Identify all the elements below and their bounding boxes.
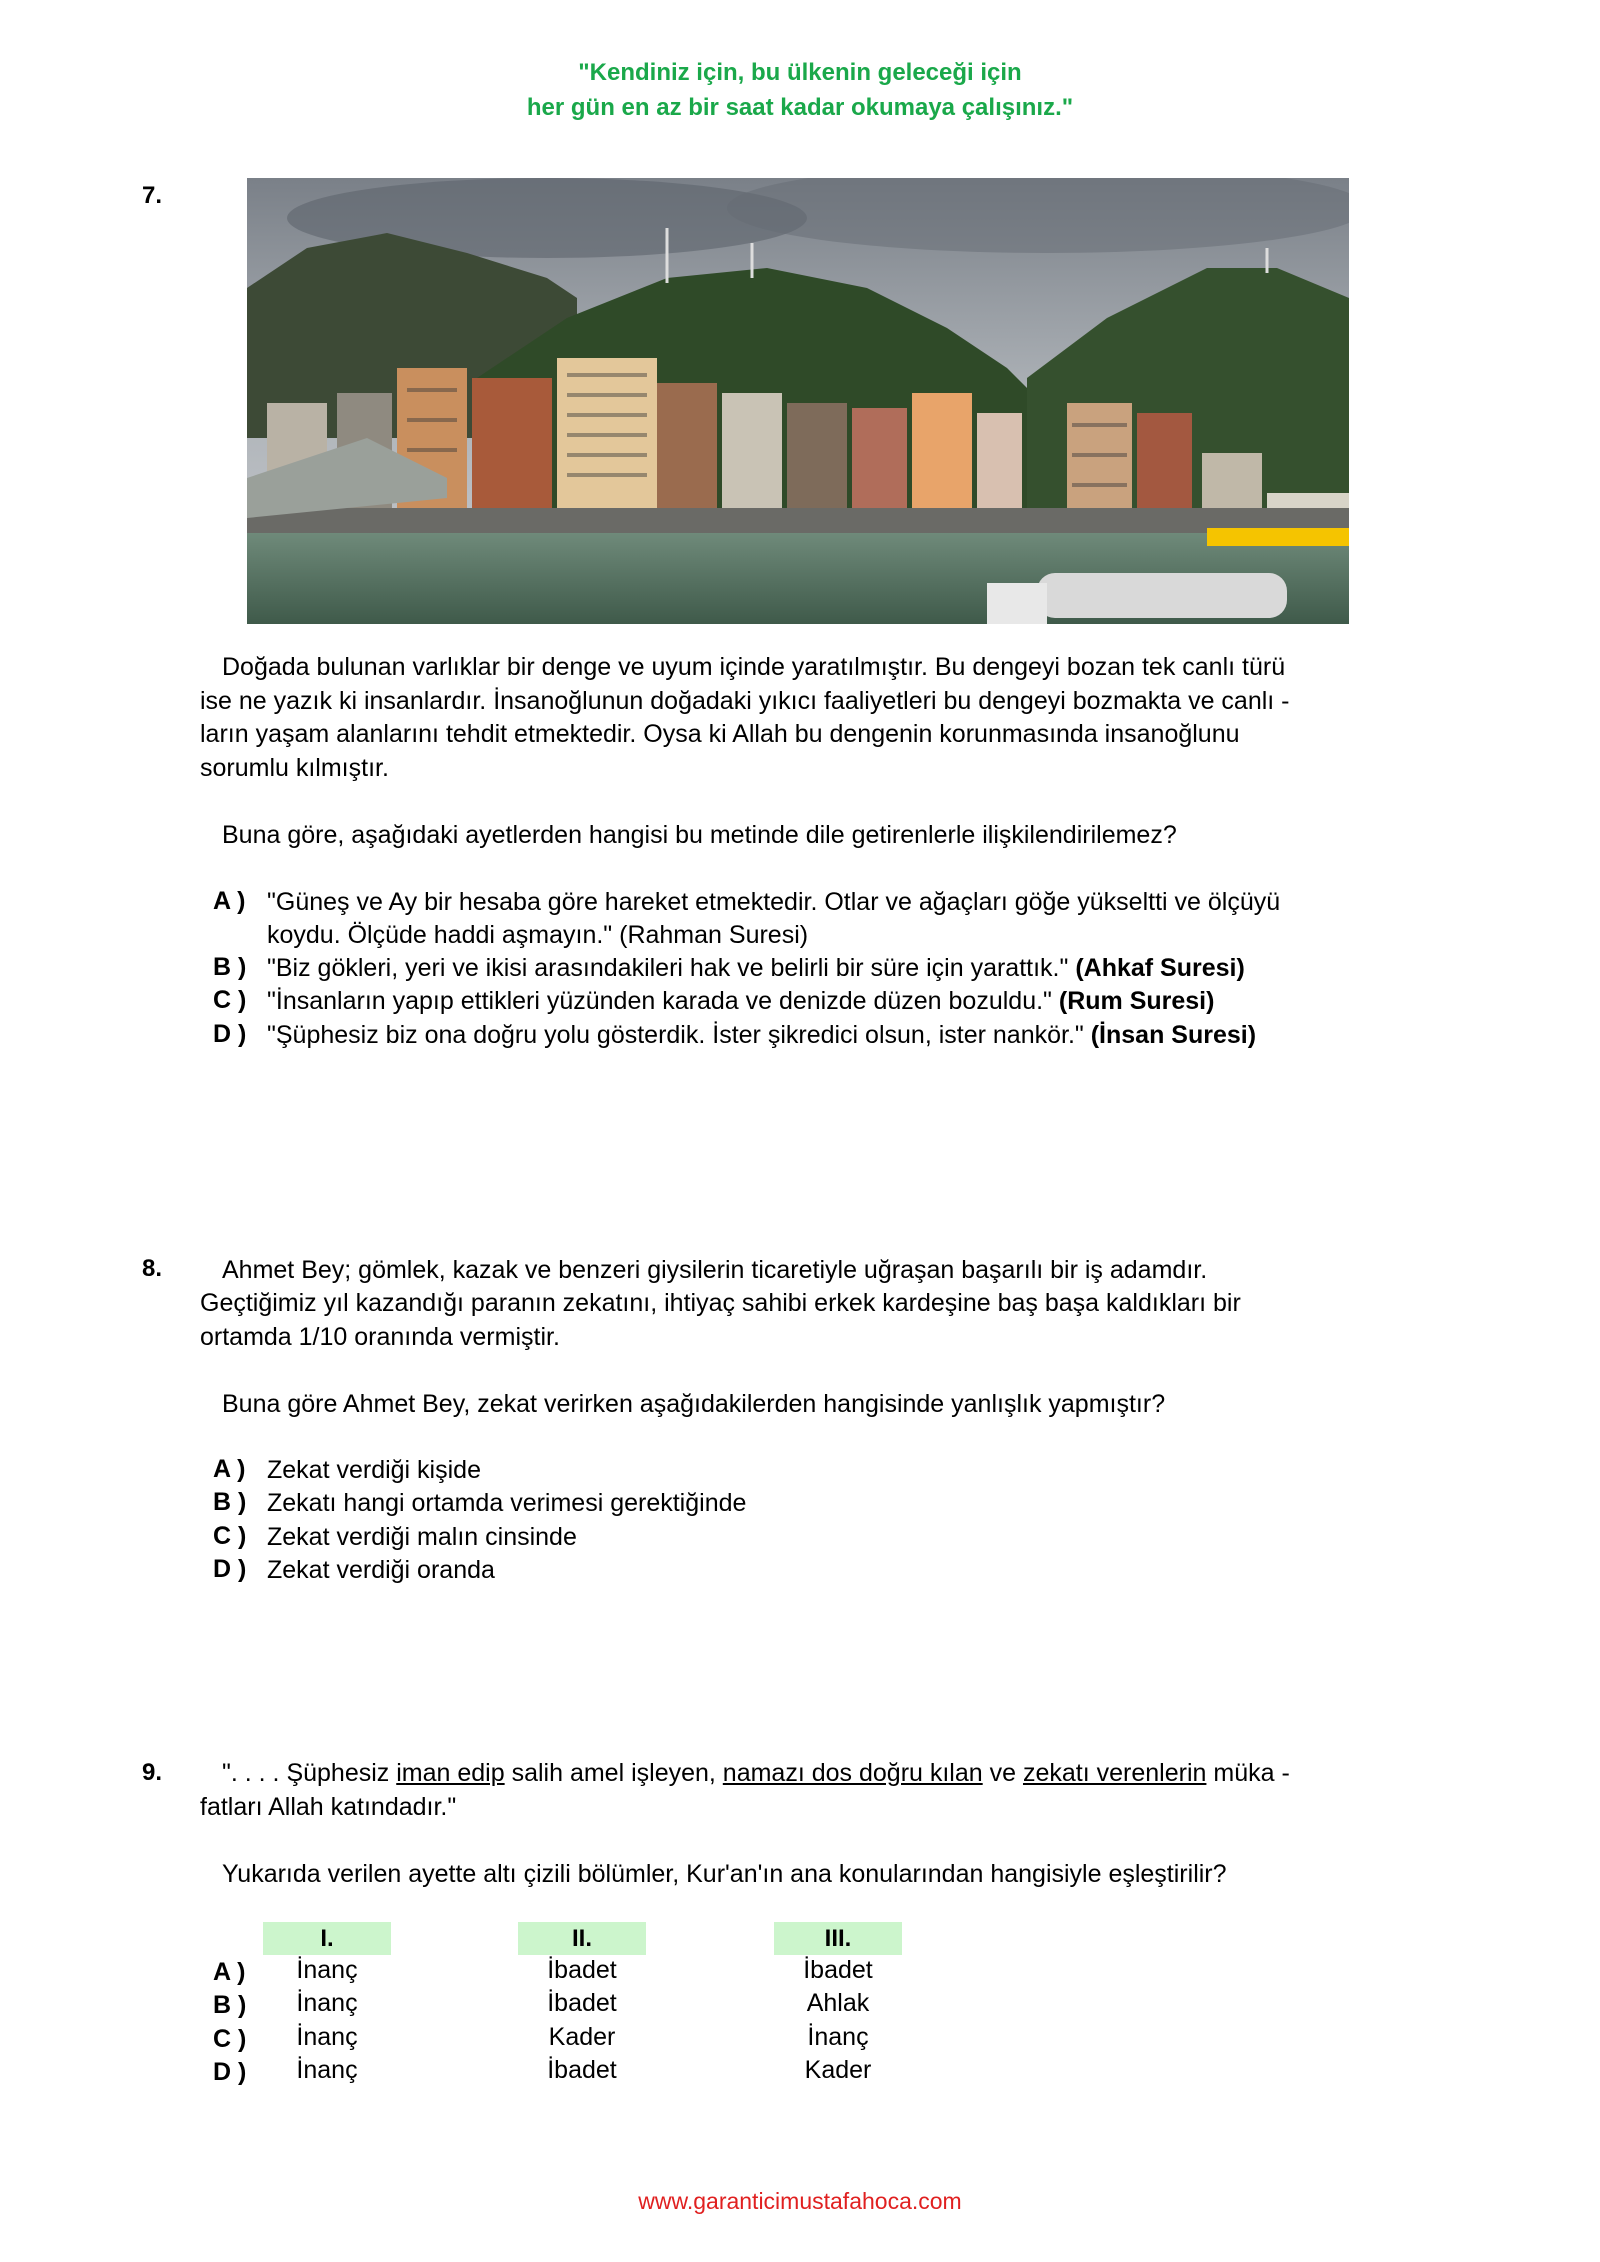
q7-option-b-verse: "Biz gökleri, yeri ve ikisi arasındakileri hak ve belirli bir süre için yarattık." <box>267 954 1076 982</box>
q9-header-2: II. <box>518 1922 646 1955</box>
question-9-number: 9. <box>142 1759 163 1786</box>
q9-a-cell-2: İbadet <box>547 1956 617 1984</box>
q7-option-c-text <box>267 984 1214 1018</box>
q9-verse-line-1 <box>222 1756 1290 1790</box>
q7-passage-line-3: ların yaşam alanlarını tehdit etmektedir. Oysa ki Allah bu dengenin korunmasında insanoğlunu <box>200 720 1240 748</box>
q9-c-cell-3: İnanç <box>807 2023 869 2051</box>
q7-option-b-text <box>267 951 1245 985</box>
q8-option-a-letter: A ) <box>213 1455 246 1483</box>
q7-passage-line-1: Doğada bulunan varlıklar bir denge ve uyum içinde yaratılmıştır. Bu dengeyi bozan tek canlı türü <box>222 653 1286 681</box>
q9-option-c-letter: C ) <box>213 2025 247 2053</box>
q7-option-a-line-2: koydu. Ölçüde haddi aşmayın." (Rahman Suresi) <box>267 921 809 949</box>
q9-b-cell-3: Ahlak <box>806 1989 870 2017</box>
q9-option-a-letter: A ) <box>213 1958 246 1986</box>
town-mountain-photo <box>247 178 1349 624</box>
footer-website-link[interactable]: www.garanticimustafahoca.com <box>638 2188 962 2214</box>
q7-passage-line-2: ise ne yazık ki insanlardır. İnsanoğlunun doğadaki yıkıcı faaliyetleri bu dengeyi bozmakta ve canlı - <box>200 687 1290 715</box>
q9-c-cell-1: İnanç <box>296 2023 358 2051</box>
question-7-number: 7. <box>142 182 163 209</box>
q7-option-c-letter: C ) <box>213 986 247 1014</box>
q7-option-d-text <box>267 1018 1256 1052</box>
q8-passage-line-2: Geçtiğimiz yıl kazandığı paranın zekatını, ihtiyaç sahibi erkek kardeşine baş başa kaldıkları bir <box>200 1289 1241 1317</box>
q8-option-c-letter: C ) <box>213 1522 247 1550</box>
q7-option-c-verse: "İnsanların yapıp ettikleri yüzünden karada ve denizde düzen bozuldu." <box>267 987 1059 1015</box>
q7-option-b-letter: B ) <box>213 953 247 981</box>
q9-b-cell-2: İbadet <box>547 1989 617 2017</box>
motto-line-2: her gün en az bir saat kadar okumaya çalışınız." <box>526 94 1074 121</box>
q9-underlined-part-2: namazı dos doğru kılan <box>722 1759 983 1787</box>
q7-option-c-sure: (Rum Suresi) <box>1058 987 1215 1015</box>
q9-underlined-part-1: iman edip <box>396 1759 505 1787</box>
q7-passage-line-4: sorumlu kılmıştır. <box>200 754 389 782</box>
q8-option-a-text: Zekat verdiği kişide <box>267 1456 481 1484</box>
q9-d-cell-3: Kader <box>804 2056 872 2084</box>
q9-verse-text-1: ". . . . Şüphesiz <box>222 1759 397 1787</box>
q9-verse-text-2: salih amel işleyen, <box>504 1759 723 1787</box>
q9-d-cell-1: İnanç <box>296 2056 358 2084</box>
q9-underlined-part-3: zekatı verenlerin <box>1022 1759 1207 1787</box>
question-8-number: 8. <box>142 1255 163 1282</box>
q8-question: Buna göre Ahmet Bey, zekat verirken aşağıdakilerden hangisinde yanlışlık yapmıştır? <box>222 1390 1166 1418</box>
q8-passage-line-3: ortamda 1/10 oranında vermiştir. <box>200 1323 560 1351</box>
q9-a-cell-3: İbadet <box>803 1956 873 1984</box>
q7-option-d-sure: (İnsan Suresi) <box>1090 1021 1257 1049</box>
q8-option-b-letter: B ) <box>213 1488 247 1516</box>
q9-d-cell-2: İbadet <box>547 2056 617 2084</box>
q7-option-a-line-1: "Güneş ve Ay bir hesaba göre hareket etmektedir. Otlar ve ağaçları göğe yükseltti ve ölçüyü <box>267 888 1281 916</box>
q9-a-cell-1: İnanç <box>296 1956 358 1984</box>
motto-line-1: "Kendiniz için, bu ülkenin geleceği için <box>578 59 1022 86</box>
q8-option-b-text: Zekatı hangi ortamda verimesi gerektiğinde <box>267 1489 747 1517</box>
q9-header-3: III. <box>774 1922 902 1955</box>
q7-option-a-letter: A ) <box>213 887 246 915</box>
q9-verse-line-2: fatları Allah katındadır." <box>200 1793 457 1821</box>
q9-option-d-letter: D ) <box>213 2058 247 2086</box>
q9-question: Yukarıda verilen ayette altı çizili bölümler, Kur'an'ın ana konularından hangisiyle eşleştirilir? <box>222 1860 1227 1888</box>
q9-b-cell-1: İnanç <box>296 1989 358 2017</box>
q7-option-d-verse: "Şüphesiz biz ona doğru yolu gösterdik. İster şikredici olsun, ister nankör." <box>267 1021 1091 1049</box>
q9-c-cell-2: Kader <box>548 2023 616 2051</box>
q7-option-d-letter: D ) <box>213 1020 247 1048</box>
q8-passage-line-1: Ahmet Bey; gömlek, kazak ve benzeri giysilerin ticaretiyle uğraşan başarılı bir iş adamdır. <box>222 1256 1208 1284</box>
q8-option-d-text: Zekat verdiği oranda <box>267 1556 495 1584</box>
q9-verse-text-3: ve <box>982 1759 1023 1787</box>
q8-option-c-text: Zekat verdiği malın cinsinde <box>267 1523 577 1551</box>
q7-option-b-sure: (Ahkaf Suresi) <box>1075 954 1245 982</box>
q8-option-d-letter: D ) <box>213 1555 247 1583</box>
q9-option-b-letter: B ) <box>213 1991 247 2019</box>
q9-header-1: I. <box>263 1922 391 1955</box>
q9-verse-text-4: müka - <box>1206 1759 1290 1787</box>
q7-question: Buna göre, aşağıdaki ayetlerden hangisi bu metinde dile getirenlerle ilişkilendirilemez? <box>222 821 1177 849</box>
